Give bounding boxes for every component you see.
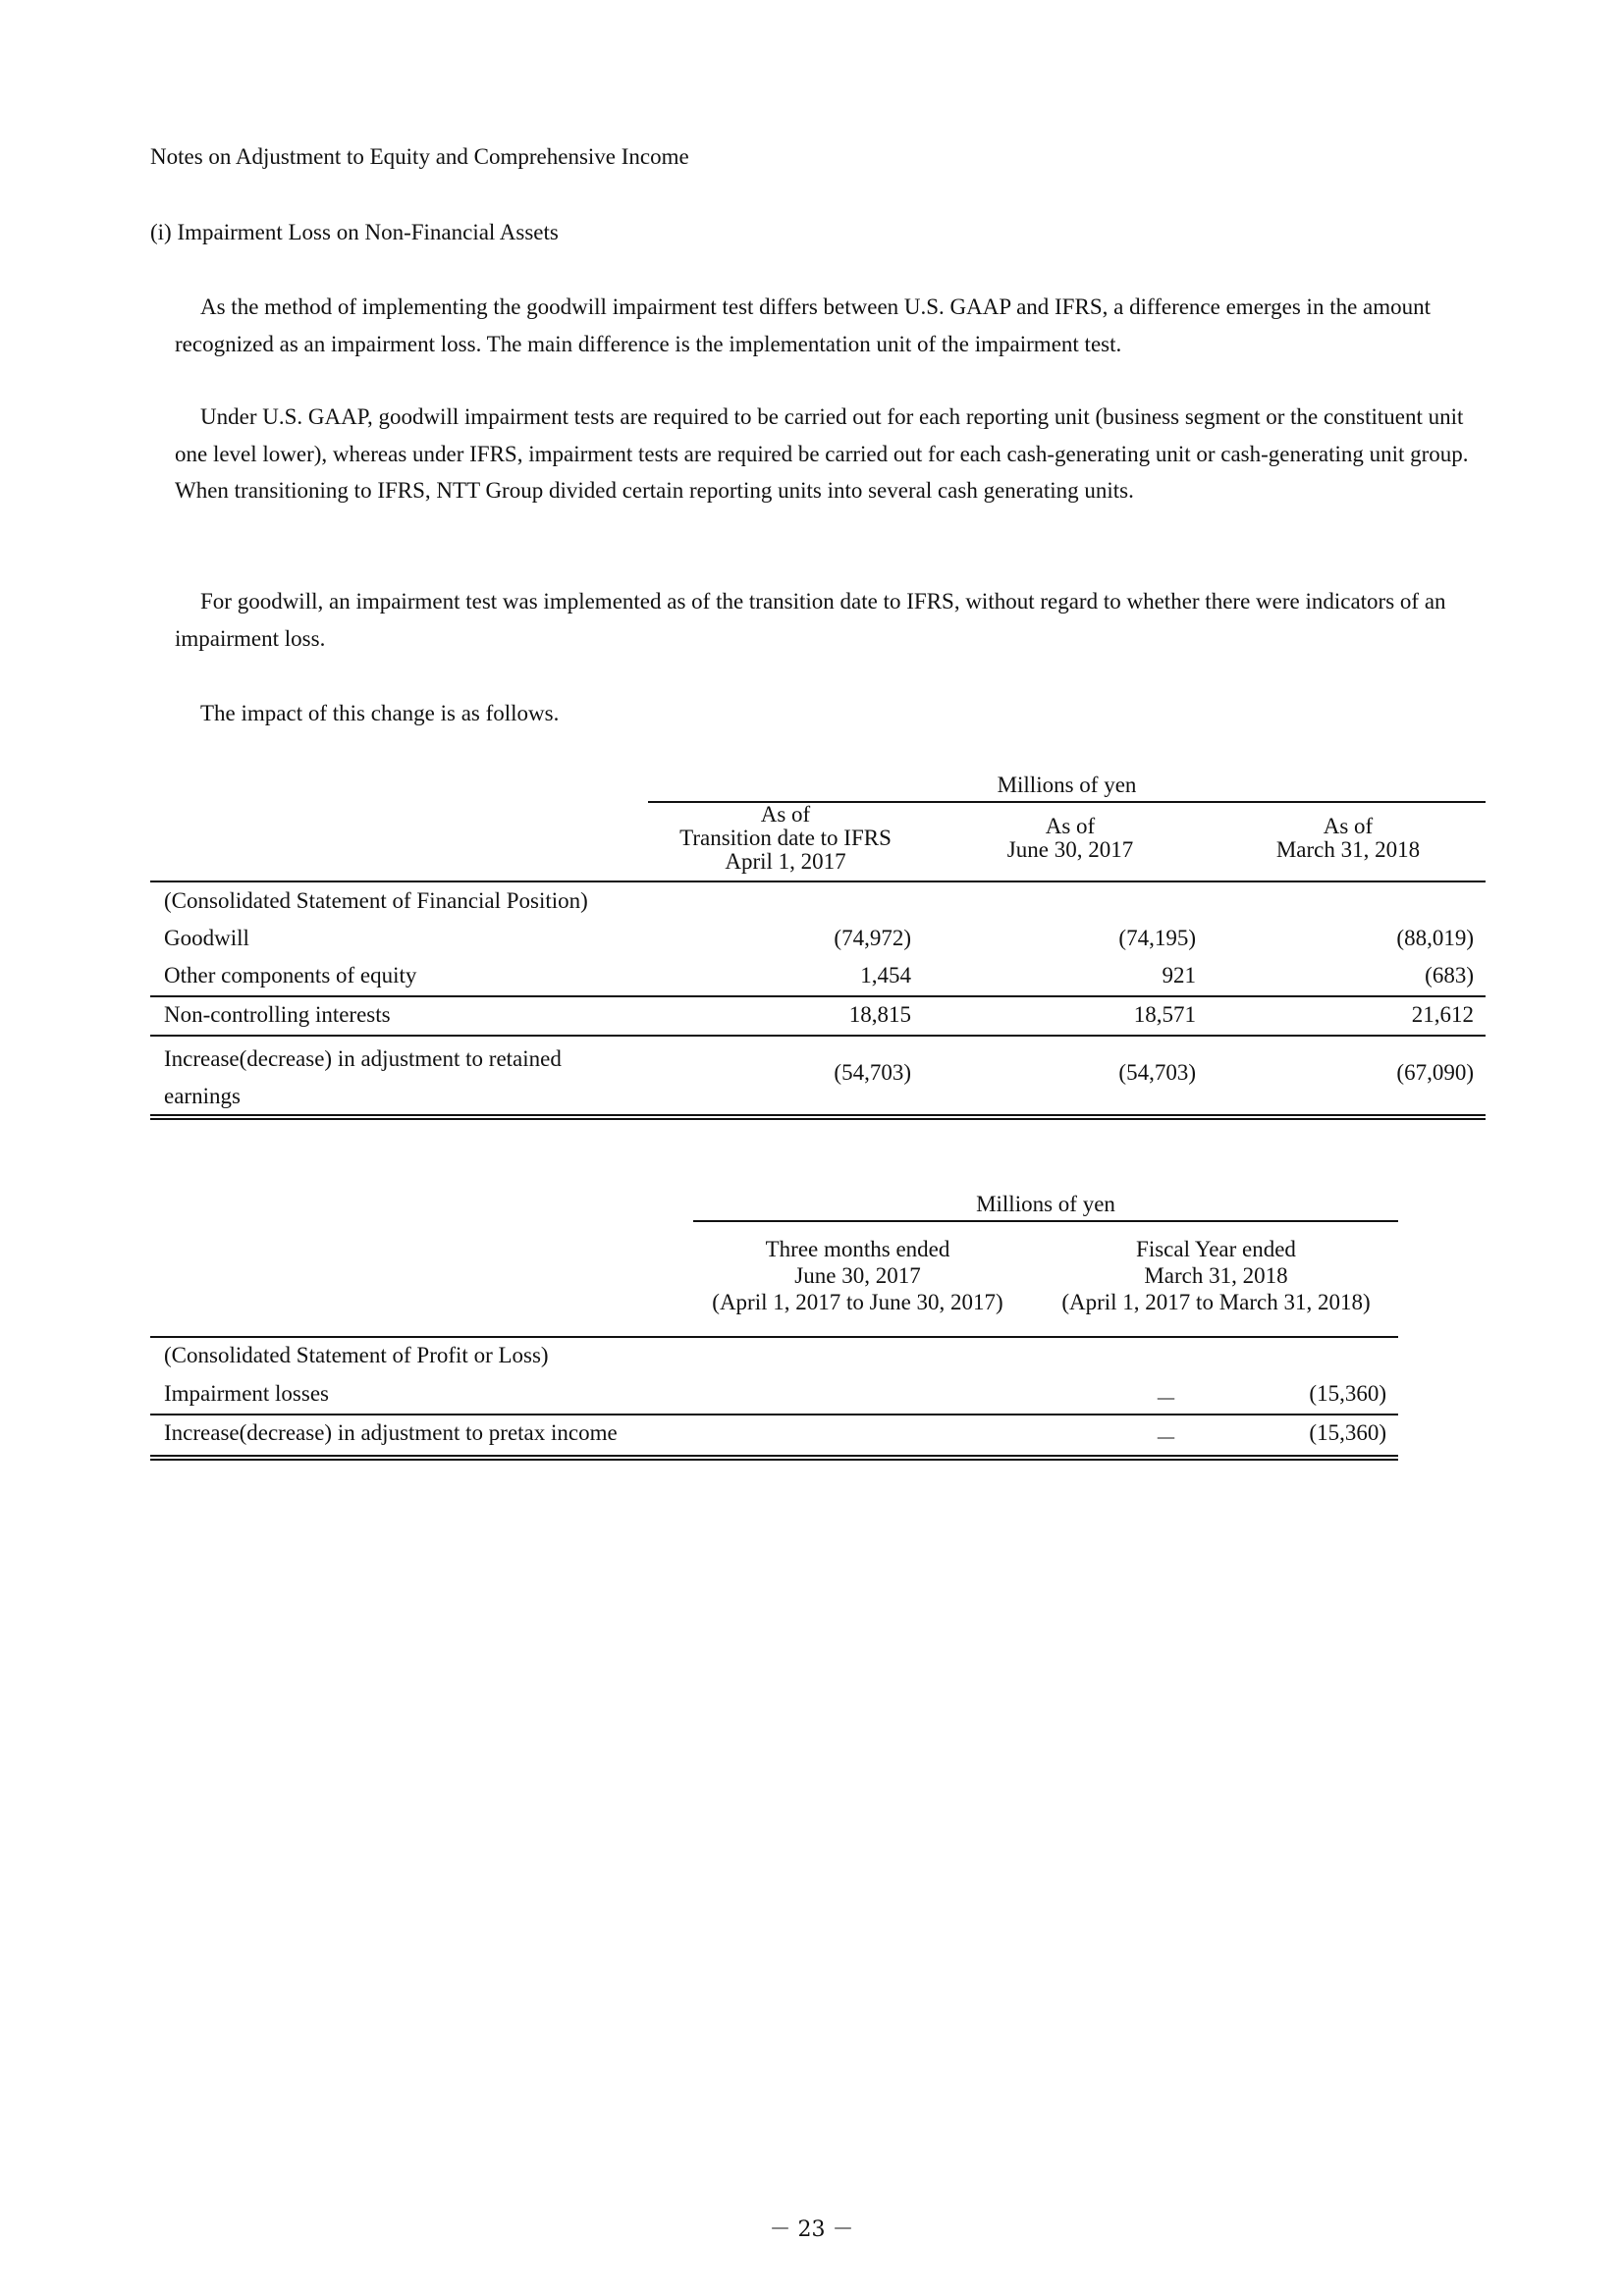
- paragraph-1: As the method of implementing the goodwill impairment test differs between U.S. GAAP and IFRS, a difference emerges in the amount recognized as an impairment loss. The main difference is the implementation unit of the impairment test.: [175, 294, 1432, 356]
- column-header: Three months ended June 30, 2017 (April 1, 2017 to June 30, 2017): [712, 1237, 1003, 1314]
- paragraph-3: For goodwill, an impairment test was implemented as of the transition date to IFRS, without regard to whether there were indicators of an impairment loss.: [175, 589, 1446, 651]
- column-header: As of March 31, 2018: [1275, 814, 1421, 862]
- section-heading: (i) Impairment Loss on Non-Financial Assets: [150, 220, 559, 244]
- document-title: Notes on Adjustment to Equity and Comprehensive Income: [150, 144, 689, 169]
- page-number: － 23 －: [769, 2217, 854, 2242]
- paragraph-4: The impact of this change is as follows.: [200, 701, 560, 725]
- column-header: As of Transition date to IFRS April 1, 2017: [679, 802, 892, 874]
- unit-label: Millions of yen: [648, 771, 1486, 803]
- column-header: As of June 30, 2017: [1006, 814, 1134, 862]
- table-row: Increase(decrease) in adjustment to retained earnings (54,703) (54,703) (67,090): [164, 1046, 1474, 1108]
- document-page: Notes on Adjustment to Equity and Comprehensive Income (i) Impairment Loss on Non-Financial Assets As the method of implementing the goodwill impairment test differs between U.S. GAAP and IFRS, a difference emerges in the amount recognized as an impairment loss. The main difference is the implementation unit of the impairment test. Under U.S. GAAP, goodwill impairment tests are required to be carried out for each reporting unit (business segment or the constituent unit one level lower), whereas under IFRS, impairment tests are required be carried out for each cash-generating unit or cash-generating unit group. When transitioning to IFRS, NTT Group divided certain reporting units into several cash generating units. For goodwill, an impairment test was implemented as of the transition date to IFRS, without regard to whether there were indicators of an impairment loss. The impact of this change is as follows. Millions of yen As of Transition date to IFRS April 1, 2017 As of June 30, 2017 As of March 31, 2018 (Consolidated Statement of Financial Position) Goodwill (74,972) (74,195) (88,019) Other components of equity 1,454 921 (683) Non-controlling interests 18,815 18,571 21,612 Increase(decrease) in adjustment to retained earnings (54,703) (54,703) (67,090) Millions of yen Three months ended June 30, 2017 (April 1, 2017 to June 30, 2017) Fiscal Year ended March 31, 2018 (April 1, 2017 to March 31, 2018) (Consolidated Statement of Profit or Loss) Impairment losses － (15,360) Increase(decrease) in adjustment to pretax income － (15,360) － 23 －: [0, 0, 1623, 2296]
- column-header: Fiscal Year ended March 31, 2018 (April 1, 2017 to March 31, 2018): [1061, 1237, 1371, 1314]
- unit-label: Millions of yen: [693, 1190, 1398, 1222]
- paragraph-2: Under U.S. GAAP, goodwill impairment tests are required to be carried out for each reporting unit (business segment or the constituent unit one level lower), whereas under IFRS, impairment tests are required be carried out for each cash-generating unit or cash-generating unit group. When transitioning to IFRS, NTT Group divided certain reporting units into several cash generating units.: [175, 404, 1469, 503]
